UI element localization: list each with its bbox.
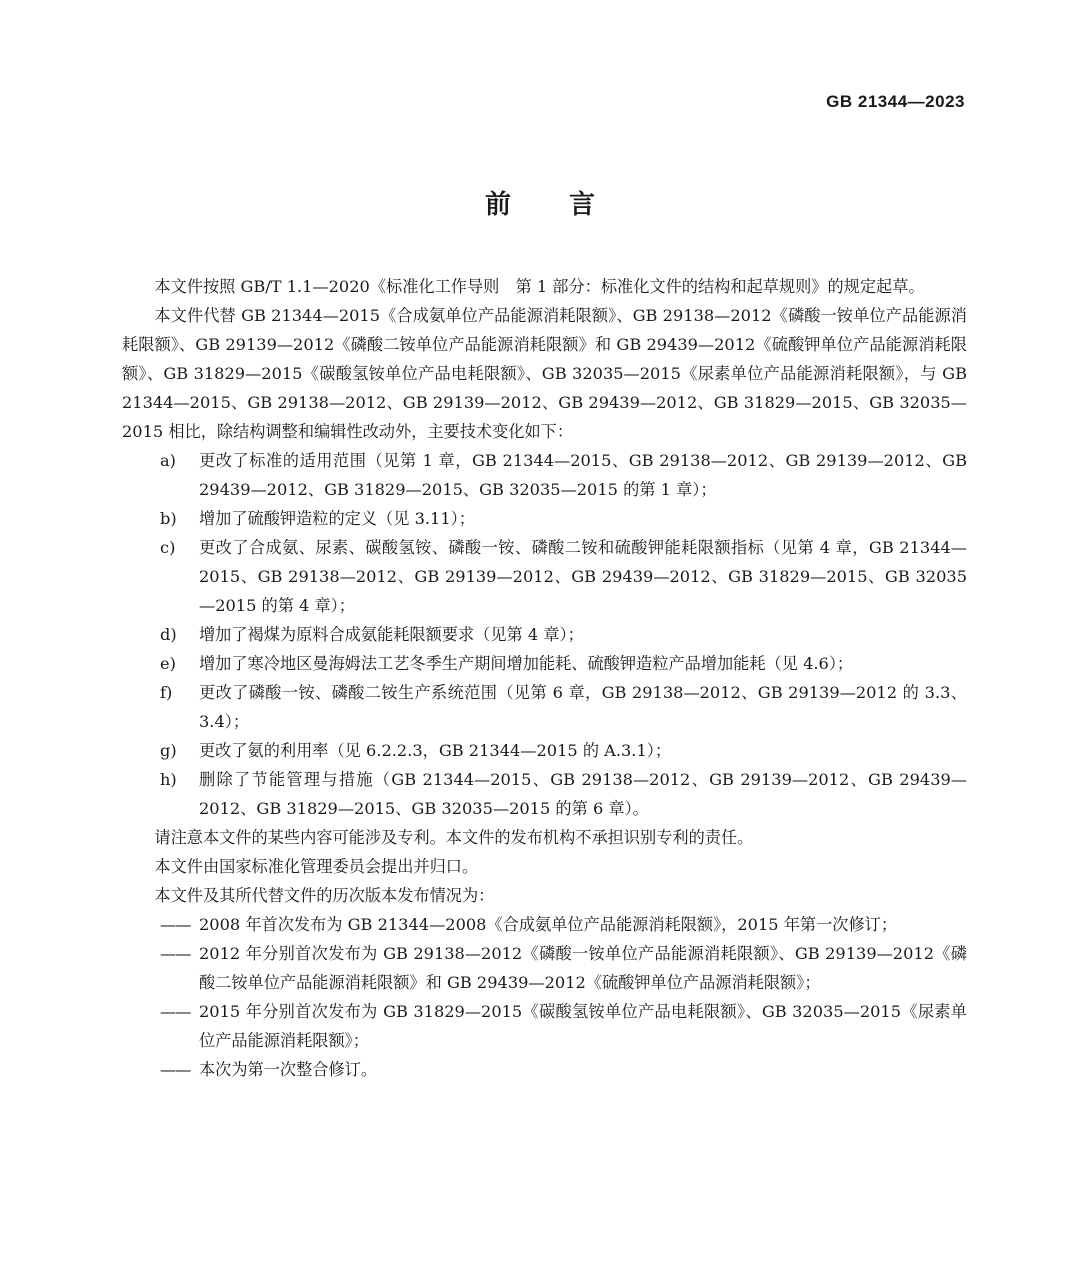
list-item <box>122 765 967 823</box>
list-marker: a) <box>160 451 176 470</box>
list-item-text: 增加了硫酸钾造粒的定义（见 3.11）； <box>199 509 475 528</box>
history-item-text: 2012 年分别首次发布为 GB 29138—2012《磷酸一铵单位产品能源消耗限额》、GB 29139—2012《磷酸二铵单位产品能源消耗限额》和 GB 29439—2012《硫酸钾单位产品源消耗限额》； <box>199 944 967 992</box>
paragraph-replacement: 本文件代替 GB 21344—2015《合成氨单位产品能源消耗限额》、GB 29138—2012《磷酸一铵单位产品能源消耗限额》、GB 29139—2012《磷酸二铵单位产品能源消耗限额》和 GB 29439—2012《硫酸钾单位产品能源消耗限额》、GB 31829—2015《碳酸氢铵单位产品电耗限额》、GB 32035—2015《尿素单位产品能源消耗限额》，与 GB 21344—2015、GB 29138—2012、GB 29139—2012、GB 29439—2012、GB 31829—2015、GB 32035—2015 相比，除结构调整和编辑性改动外，主要技术变化如下： <box>122 306 967 441</box>
paragraph-history-intro: 本文件及其所代替文件的历次版本发布情况为： <box>154 886 495 905</box>
list-marker: f) <box>160 683 173 702</box>
list-item-text: 增加了寒冷地区曼海姆法工艺冬季生产期间增加能耗、硫酸钾造粒产品增加能耗（见 4.6）； <box>199 654 854 673</box>
list-item <box>122 504 967 533</box>
list-marker: d) <box>160 625 177 644</box>
list-marker: c) <box>160 538 176 557</box>
list-item <box>122 533 967 620</box>
list-marker: b) <box>160 509 177 528</box>
dash-marker: —— <box>160 915 191 934</box>
dash-marker: —— <box>160 1060 191 1079</box>
list-item-text: 增加了褐煤为原料合成氨能耗限额要求（见第 4 章）； <box>199 625 584 644</box>
history-item-text: 本次为第一次整合修订。 <box>199 1060 378 1079</box>
history-item <box>122 910 967 939</box>
foreword-body <box>122 272 967 1084</box>
title-char-1: 前 <box>484 190 511 220</box>
list-item-text: 更改了氨的利用率（见 6.2.2.3，GB 21344—2015 的 A.3.1）； <box>199 741 672 760</box>
list-item <box>122 446 967 504</box>
history-item <box>122 997 967 1055</box>
paragraph-patent-notice: 请注意本文件的某些内容可能涉及专利。本文件的发布机构不承担识别专利的责任。 <box>154 828 754 847</box>
list-marker: g) <box>160 741 177 760</box>
list-marker: h) <box>160 770 177 789</box>
paragraph-drafting-rule: 本文件按照 GB/T 1.1—2020《标准化工作导则 第 1 部分：标准化文件的结构和起草规则》的规定起草。 <box>154 277 925 296</box>
list-item <box>122 649 967 678</box>
dash-marker: —— <box>160 1002 191 1021</box>
history-item <box>122 1055 967 1084</box>
list-item-text: 更改了磷酸一铵、磷酸二铵生产系统范围（见第 6 章，GB 29138—2012、GB 29139—2012 的 3.3、3.4）； <box>199 683 967 731</box>
list-item <box>122 736 967 765</box>
history-item-text: 2008 年首次发布为 GB 21344—2008《合成氨单位产品能源消耗限额》，2015 年第一次修订； <box>199 915 898 934</box>
history-list <box>122 910 967 1084</box>
list-item <box>122 678 967 736</box>
list-item-text: 更改了标准的适用范围（见第 1 章，GB 21344—2015、GB 29138—2012、GB 29139—2012、GB 29439—2012、GB 31829—2015、GB 32035—2015 的第 1 章）； <box>199 451 967 499</box>
paragraph-proposer: 本文件由国家标准化管理委员会提出并归口。 <box>154 857 479 876</box>
changes-list <box>122 446 967 823</box>
list-item <box>122 620 967 649</box>
standard-code: GB 21344—2023 <box>826 92 965 111</box>
list-item-text: 更改了合成氨、尿素、碳酸氢铵、磷酸一铵、磷酸二铵和硫酸钾能耗限额指标（见第 4 章，GB 21344—2015、GB 29138—2012、GB 29139—2012、GB 29439—2012、GB 31829—2015、GB 32035—2015 的第 4 章）； <box>199 538 967 615</box>
dash-marker: —— <box>160 944 191 963</box>
history-item <box>122 939 967 997</box>
history-item-text: 2015 年分别首次发布为 GB 31829—2015《碳酸氢铵单位产品电耗限额》、GB 32035—2015《尿素单位产品能源消耗限额》； <box>199 1002 967 1050</box>
list-marker: e) <box>160 654 176 673</box>
list-item-text: 删除了节能管理与措施（GB 21344—2015、GB 29138—2012、GB 29139—2012、GB 29439—2012、GB 31829—2015、GB 32035—2015 的第 6 章）。 <box>199 770 967 818</box>
title-char-2: 言 <box>569 190 596 220</box>
page-title <box>0 184 1080 221</box>
